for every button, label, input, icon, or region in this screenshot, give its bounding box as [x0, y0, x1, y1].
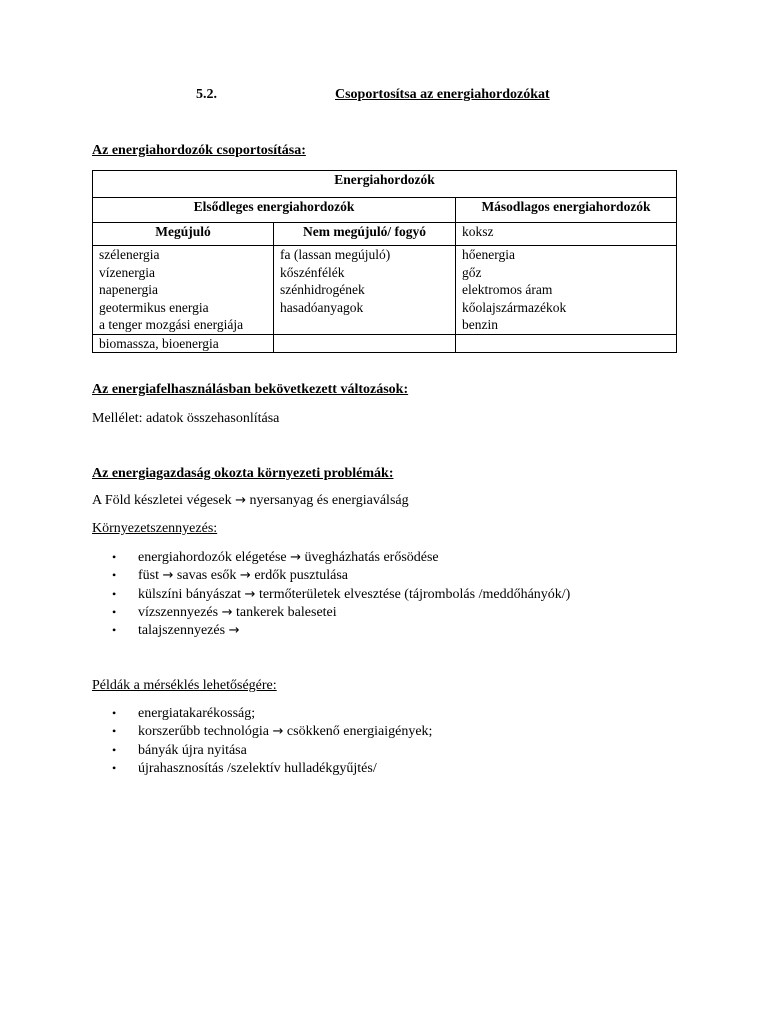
list-item — [112, 722, 432, 740]
arrow-right-icon: → — [162, 568, 174, 584]
table-cell — [274, 316, 456, 334]
table-cell: elektromos áram — [456, 281, 677, 299]
list-item — [112, 704, 432, 722]
bullet-icon: • — [112, 724, 117, 739]
secondary-header: Másodlagos energiahordozók — [456, 198, 677, 223]
arrow-right-icon: → — [290, 550, 302, 565]
list-item-text: vízszennyezés — [138, 604, 219, 620]
bullet-icon: • — [112, 706, 117, 720]
table-cell: szélenergia — [93, 246, 274, 264]
bullet-icon: • — [112, 623, 117, 638]
table-cell: geotermikus energia — [93, 299, 274, 317]
energy-carriers-table — [92, 170, 677, 353]
list-item — [112, 548, 570, 566]
pollution-label: Környezetszennyezés: — [92, 521, 218, 536]
list-item-text: energiahordozók elégetése — [138, 550, 287, 565]
list-item — [112, 585, 570, 603]
table-cell — [456, 334, 677, 353]
bullet-icon: • — [112, 742, 117, 757]
table-cell: kőolajszármazékok — [456, 299, 677, 317]
list-item — [112, 603, 570, 621]
secondary-first-cell: koksz — [456, 223, 677, 246]
list-item — [112, 566, 570, 584]
bullet-icon: • — [112, 550, 117, 564]
section-title: Csoportosítsa az energiahordozókat — [335, 87, 550, 102]
table-cell: kőszénfélék — [274, 264, 456, 282]
grouping-heading: Az energiahordozók csoportosítása: — [92, 143, 306, 158]
list-item-text: korszerűbb technológia — [138, 724, 270, 740]
pollution-list — [112, 548, 570, 639]
bullet-icon: • — [112, 586, 117, 601]
table-row — [93, 281, 677, 299]
table-row — [93, 264, 677, 282]
table-cell: a tenger mozgási energiája — [93, 316, 274, 334]
arrow-right-icon: → — [221, 604, 233, 620]
list-item-text: tankerek balesetei — [235, 604, 337, 620]
arrow-right-icon: → — [239, 568, 251, 584]
table-cell: benzin — [456, 316, 677, 334]
attachment-note: Mellélet: adatok összehasonlítása — [92, 411, 280, 426]
arrow-right-icon: → — [244, 586, 256, 602]
list-item-text: energiatakarékosság; — [138, 706, 256, 721]
list-item-text: csökkenő energiaigények; — [286, 724, 433, 740]
list-item-text: termőterületek elvesztése (tájrombolás /meddőhányók/) — [258, 586, 571, 602]
list-item-text: talajszennyezés — [138, 623, 226, 639]
crisis-text: nyersanyag és energiaválság — [249, 493, 409, 508]
resources-text: A Föld készletei végesek — [92, 493, 232, 508]
list-item — [112, 741, 432, 759]
list-item-text: erdők pusztulása — [254, 568, 349, 584]
section-number: 5.2. — [196, 87, 217, 102]
table-row — [93, 316, 677, 334]
list-item-text: savas esők — [176, 568, 237, 584]
table-cell: biomassza, bioenergia — [93, 334, 274, 353]
bullet-icon: • — [112, 760, 117, 775]
table-row — [93, 334, 677, 353]
table-row — [93, 299, 677, 317]
mitigation-list — [112, 704, 432, 777]
renewable-header: Megújuló — [93, 223, 274, 246]
list-item-text: újrahasznosítás /szelektív hulladékgyűjtés/ — [138, 760, 377, 776]
table-cell: vízenergia — [93, 264, 274, 282]
list-item-text: külszíni bányászat — [138, 586, 242, 602]
bullet-icon: • — [112, 568, 117, 583]
table-row — [93, 246, 677, 264]
table-cell — [274, 334, 456, 353]
list-item-text: bányák újra nyitása — [138, 742, 247, 758]
resources-line — [92, 492, 409, 510]
changes-heading: Az energiafelhasználásban bekövetkezett változások: — [92, 382, 409, 397]
problems-heading: Az energiagazdaság okozta környezeti problémák: — [92, 466, 394, 481]
table-cell: hőenergia — [456, 246, 677, 264]
list-item — [112, 759, 432, 777]
mitigation-heading: Példák a mérséklés lehetőségére: — [92, 678, 277, 693]
arrow-right-icon: → — [228, 623, 240, 639]
table-cell: szénhidrogének — [274, 281, 456, 299]
table-cell: hasadóanyagok — [274, 299, 456, 317]
table-title: Energiahordozók — [93, 171, 677, 198]
bullet-icon: • — [112, 604, 117, 619]
list-item-text: füst — [138, 568, 159, 584]
arrow-right-icon: → — [235, 493, 246, 508]
table-cell: napenergia — [93, 281, 274, 299]
table-cell: gőz — [456, 264, 677, 282]
list-item-text: üvegházhatás erősödése — [304, 550, 439, 565]
table-cell: fa (lassan megújuló) — [274, 246, 456, 264]
primary-header: Elsődleges energiahordozók — [93, 198, 456, 223]
arrow-right-icon: → — [272, 724, 284, 740]
nonrenewable-header: Nem megújuló/ fogyó — [274, 223, 456, 246]
list-item — [112, 621, 570, 639]
